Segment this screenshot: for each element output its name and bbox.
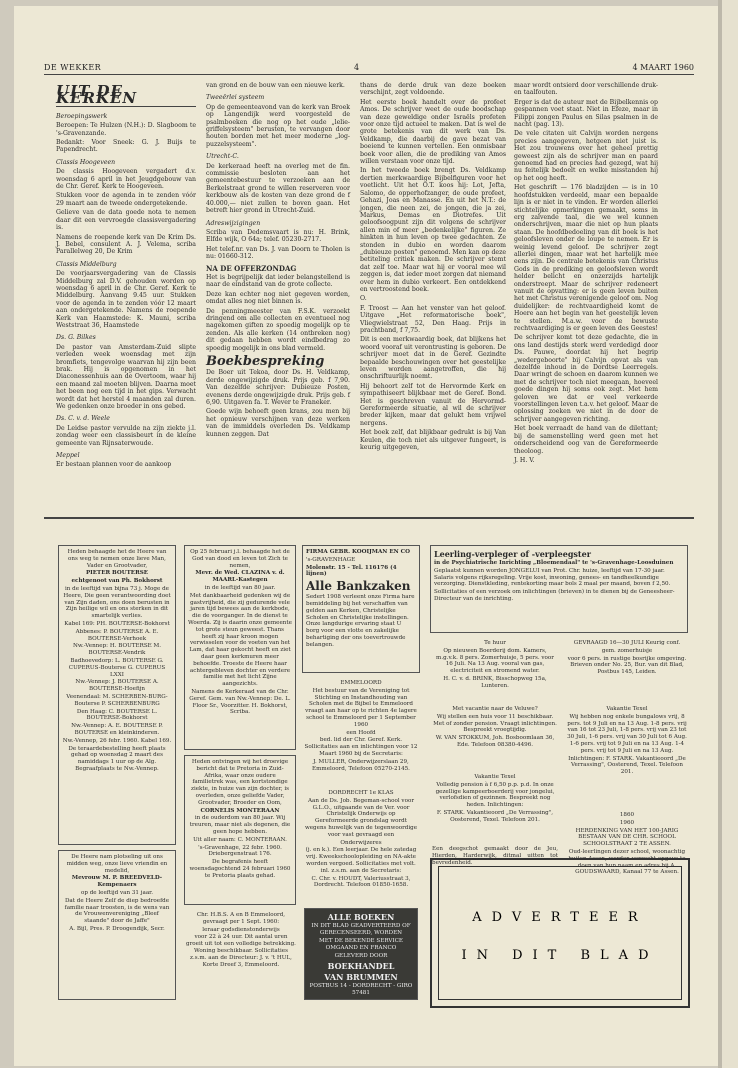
paper-name: DE WEKKER (44, 63, 102, 72)
ad-line: F. STARK. Vakantieoord „De Verrassing", Oosterend, Texel. Telefoon 201. (436, 809, 554, 823)
paragraph: maar wordt ontsierd door verschillende druk- en taalfouten. (514, 82, 658, 97)
paragraph: van grond en de bouw van een nieuwe kerk. (206, 82, 345, 89)
obituary-cornelis-monteraan (184, 755, 296, 905)
ad-line: Met vacantie naar de Veluwe? (452, 706, 538, 712)
advert-inner-frame (438, 866, 682, 1000)
paragraph: J. H. V. (514, 456, 535, 464)
ad-line: gem. zomerhuisje (601, 647, 653, 654)
ad-line: VAN BRUMMEN (324, 971, 398, 982)
ad-leerling-verpleger (430, 545, 688, 633)
column-1-body (56, 113, 196, 469)
paragraph: Het geschrift — 176 bladzijden — is in 10 hoofdstukken verdeeld, maar een bepaalde lijn is er niet in te vinden. Er worden allerlei stichtelijke opmerkingen gemaakt, soms in erg zalvende taal, die we wel kunnen onderschrijven, maar die niet op hun plaats staan. De hoofdbedoeling van dit boek is het geloofsleven onder de loupe te nemen. Er is weinig levend geloof. De schrijver zegt allerlei dingen, maar wat het hartelijk mee eens zijn. De centrale betekenis van Christus Gods in de prediking en geloofsleven wordt helder belicht en onzerzijds hartelijk onderstreept. Maar de schrijver redeneert vanuit de opvatting: er is geen leven buiten het met Christus verenigende geloof om. Nog duidelijker: de rechtvaardigheid komt de Hoere aan het begin van het geestelijk leven te stellen. M.a.w. voor de bewuste rechtvaardiging is er geen leven des Geestes! (514, 184, 658, 332)
paragraph: Er bestaan plannen voor de aankoop (56, 461, 172, 469)
kerken-column-4 (514, 82, 658, 512)
ad-line: Oud-leerlingen dezer school, woonachtig buiten Assen, worden verzocht opgave te doen van hun naam en adres bij A. GOUDSWAARD, Kanaal 77 te Assen. (568, 848, 686, 876)
ad-line: Badhoevedorp: L. BOUTERSE G. CUPERUS-Bouterse G. CUPERUS LXXI (68, 657, 166, 678)
ad-hoofd-emmeloord (304, 680, 418, 785)
ad-line: Sedert 1908 verleent onze Firma hare bemiddeling bij het verschaffen van gelden aan Kerken, Christelijke Scholen en Christelijke instellingen. Onze langdurige ervaring staat U borg voor een vlotte en zakelijke behartiging der ons toevertrouwde belangen. (306, 594, 415, 648)
section-divider (44, 517, 694, 519)
paragraph: De pastor van Amsterdam-Zuid slipte verleden week woensdag met zijn bromfiets, tengevolge waarvan hij zijn been brak. Hij is opgenomen in het Diaconessenhuis aan de Overtoom, waar hij een maand zal moeten blijven. Daarna moet het been nog een tijd in het gips. Verwacht wordt dat het herstel 4 maanden zal duren. We gedenken onze broeder in ons gebed. (56, 343, 196, 411)
ad-line: Het bestuur van de Vereniging tot Stichting en Instandhouding van Scholen met de Bijbel te Emmeloord vraagt aan haar op te richten 4e lagere school te Emmeloord per 1 September 1960 (305, 687, 417, 728)
ad-line: op de leeftijd van 31 jaar. (80, 889, 154, 896)
ad-line: CORNELIS MONTERAAN (200, 807, 280, 814)
paragraph: De vele citaten uit Calvijn worden nergens precies aangegeven, hetgeen niet juist is. Het zou trouwens over het geheel prettig geweest zijn als de schrijver man en paard genoemd had en precies had gezegd, wat hij nu feitelijk bedoelt en welke misstanden hij op het oog heeft. (514, 130, 658, 182)
paragraph: De voorjaarsvergadering van de Classis Middelburg zal D.V. gehouden worden op woensdag 6 april in de Chr. Geref. Kerk te Middelburg. Aanvang 9.45 uur. Stukken voor de agenda in te zenden vóór 12 maart aan ondergetekende. Namens de roepende Kerk van Haamstede: K. Mauni, scriba Weststraat 36, Haamstede (56, 270, 196, 329)
ad-line: Chr. H.B.S. A en B Emmeloord, gevraagt per 1 Sept. 1960: (196, 912, 286, 925)
paragraph: De Boer uit Tekoa, door Ds. H. Veldkamp, derde ongewijzigde druk. Prijs geb. f 7,90. Van dezelfde schrijver: Dubieuze Posten, evenens derde ongewijzigde druk. Prijs geb. f 6,90. Uitgaven fa. T. Wever te Franeker. (206, 369, 350, 407)
ad-line: Volledig pension à f 6,50 p.p. p.d. In onze gezellige kampeerboerderij voor jongelui, verlofsdien of gezinnen. Bespreekt nog heden. Inlichtingen: (435, 781, 555, 809)
ad-line: Op 25 februari j.l. behaagde het de God van dood en leven tot Zich te nemen, (190, 549, 290, 569)
ad-boekhandel-van-brummen (304, 908, 418, 1000)
column-2-body (206, 82, 350, 352)
paragraph: De penningmeester van F.S.K. verzoekt dringend om alle collecten en eventueel nog nagekomen giften zo spoedig mogelijk op te zenden. Als alle kerken (14 ontbreken nog) dit gedaan hebben wordt eindbedrag zo spoedig mogelijk in ons blad vermeld. (206, 307, 350, 352)
ad-line: PIETER BOUTERSE (85, 570, 149, 577)
ad-line: in de Psychiatrische Inrichting „Bloemendaal" te 's-Gravenhage-Loosduinen (434, 560, 674, 566)
kerken-column-3 (360, 82, 506, 512)
ad-te-huur (432, 640, 558, 700)
paragraph: De schrijver komt tot deze gedachte, die in ons land destijds sterk werd verdedigd door Ds. Pauwe, doordat hij het begrip „wedergeboorte" bij Calvijn opvat als van dezelfde inhoud in de Dordtse Leerregels. Daar wringt de schoen en daarom kunnen we met de schrijver toch niet meegaan, hoeveel goede dingen hij soms ook zegt. Met hem geloven we dat er veel verkeerde voorstellingen leven t.a.v. het geloof. Maar de oplossing zoeken we niet in de door de schrijver aangegeven richting. (514, 334, 658, 423)
ad-line: in de ouderdom van 80 jaar. Wij treuren, maar niet als degenen, die geen hope hebben. (189, 815, 291, 835)
ad-line: Een deegschot gemaakt door de Jeu, Hierden, Harderwijk, ditmal uitten tot bevredenheid. (432, 846, 558, 866)
paragraph: Erger is dat de auteur met de Bijbelkennis op gespannen voet staat. Niet in Efeze, maar in Filippi zongen Paulus en Silas psalmen in de nacht (pag. 13). (514, 98, 658, 129)
advert-banner (430, 858, 690, 1008)
subheading: Ds. C. v. d. Weele (56, 415, 110, 423)
ad-line: DORDRECHT 1e KLAS (328, 790, 394, 796)
ad-line: 's-GRAVENHAGE (306, 556, 356, 563)
subheading: Adreswijzigingen (206, 219, 261, 227)
ad-line: Nw.-Vennep: A. E. BOUTERSE P. BOUTERSE en kleinkinderen. (71, 723, 163, 736)
subheading: Tweeërlei systeem (206, 94, 265, 102)
ad-line: 1860 (619, 812, 635, 818)
subheading: Beroepingswerk (56, 112, 108, 120)
ad-line: Aan de Ds. Job. Begeman-school voor G.L.O., uitgaande van de Ver. voor Christelijk Onderwijs op Gereformeerde grondslag wordt wegens huwelijk van de tegenwoordige voor vast gevraagd een (304, 797, 418, 838)
ad-vakantie-texel-bungalows (566, 706, 688, 806)
ad-line: Uit aller naam: C. MONTERAAN. (193, 836, 287, 843)
ad-line: De Heere nam plotseling uit ons midden weg, onze lieve vriendin en medelid, (66, 854, 168, 874)
paragraph: De classis Hoogeveen vergadert d.v. woensdag 6 april in het Jeugdgebouw van de Chr. Geref. Kerk te Hoogeveen. (56, 168, 196, 191)
ad-line: Met dankbaarheid gedenken wij de gastvrijheid, die zij gedurende vele jaren tijd bewees aan de kerkbode, die de voorganger. In de dienst te Woerda. Zij is daarin onze gemeente tot grote steun geweest. Thans heeft zij haar kroon mogen verwisselen voor de voeten van het Lam, dat haar gekocht heeft en ziet daar geen kerkmuren meer behoefde. Troeste de Heere haar achtergebleven dochter en verdere familie met het licht Zijne aangezichts. (188, 592, 292, 688)
subheading: Meppel (56, 452, 80, 460)
obituary-clazina (184, 545, 296, 750)
ad-line: Wij hebben nog enkele bungalows vrij, 8 pers. tot 9 Juli en na 13 Aug. 1-8 pers. vrij van 16 tot 23 Juli, 1-8 pers. vrij van 23 tot 30 Juli, 1-6 pers. vrij van 30 Juli tot 6 Aug. 1-6 pers. vrij tot 9 Juli en na 13 Aug. 1-4 pers. vrij tot 9 Juli en na 13 Aug. (567, 713, 687, 754)
paragraph: Bedankt: Voor Sneek: G. J. Buijs te Papendrecht. (56, 139, 196, 154)
paragraph: Scriba van Dedemsvaart is nu: H. Brink, Elfde wijk, O 64a; telef. 05230-2717. (206, 228, 350, 244)
ad-line: Nw.-Vennep, 26 febr. 1960. Kabel 169. (62, 737, 172, 744)
section-title: UIT DE KERKEN (56, 88, 196, 107)
ad-line: BOEKHANDEL (327, 960, 395, 971)
ad-line: Sollicitaties of een verzoek om inlichtingen (brieven) in te dienen bij de Geneesheer-Directeur van de inrichting. (434, 589, 675, 602)
paragraph: Beroepen: Te Hulzen (N.H.): D. Slagboom te 's-Gravenzande. (56, 122, 196, 137)
ad-line: Inlichtingen: F. STARK. Vakantieoord „De Verrassing", Oosterend, Texel. Telefoon 201. (568, 755, 686, 776)
paragraph: Gelieve van de data goede nota te nemen daar dit een vervroegde classisvergadering is. (56, 209, 196, 232)
ad-line: POSTBUS 14 - DORDRECHT - GIRO 57481 (309, 982, 413, 996)
paragraph: Hij behoort zelf tot de Hervormde Kerk en sympathiseert blijkbaar met de Geref. Bond. Het is geschreven vanuit de Hervormd-Gereformeerde situatie, al wil de schrijver breder kijken, maar dat gelukt hem vrijwel nergens. (360, 382, 506, 427)
ad-line: Heden ontvingen wij het droevige bericht dat te Pretoria in Zuid-Afrika, waar onze oudere familietrek was, een kortstondige ziekte, in huize van zijn dochter, is overleden, onze geliefde Vader, Grootvader, Broeder en Oom, (191, 759, 289, 806)
ad-line: Namens de Kerkeraad van de Chr. Geref. Gem. van Nw.-Vennep: De. L. Floor Sr., Voorzitter. H. Bokhorst, Scriba. (189, 688, 291, 716)
subheading: Classis Hoogeveen (56, 158, 116, 166)
subheading: Ds. G. Bilkes (56, 334, 96, 342)
paragraph: Het telef.nr. van Ds. J. van Doorn te Tholen is nu: 01660-312. (206, 245, 350, 261)
ad-gevraagd-zomerhuisje (566, 640, 688, 700)
ad-line: Alle Bankzaken (306, 579, 411, 594)
paragraph: Op de gemeenteavond van de kerk van Broek op Langendijk werd voorgesteld de psalmboeken die nog op het oude „lelie-griffelsysteem" berusten, te vervangen door houten borden met het meer moderne „log-puzzelsysteem". (206, 103, 350, 148)
ad-line: in de leeftijd van 80 jaar. (204, 584, 276, 591)
ad-kooijman-bankzaken (302, 545, 420, 673)
ad-line: Leerling-verpleger of -verpleegster (434, 549, 591, 559)
ad-line: Den Haag: C. BOUTERSE L. BOUTERSE-Bokhorst (76, 708, 158, 722)
paragraph: Deze kan echter nog niet gegeven worden, omdat alles nog niet binnen is. (206, 290, 350, 306)
ad-line: voor 6 pers. in rustige bosrijke omgeving. Brieven onder No. 25, Bur. van dit Blad, Postbus 145, Leiden. (567, 655, 687, 676)
ad-line: in de leeftijd van bijna 73 j. Moge de Heere, Die geen verantwoording doet van Zijn daden, ons doen berusten in Zijn heilige wil en ons sterken in dit smartelijk verlies. (63, 585, 171, 620)
paragraph: Het eerste boek handelt over de profeet Amos. De schrijver weet de oude boodschap van deze geweldige onder Israëls profeten voor onze tijd actueel te maken. Dat is wel de grote betekenis van dit werk van Ds. Veldkamp, die daarbij de gave bezat van boeiend te kunnen vertellen. Een onmisbaar boek voor allen, die de prediking van Amos willen verstaan voor onze tijd. (360, 98, 506, 166)
ad-line: Veenendaal: M. SCHERBEN-BURG-Bouterse P. SCHERBENBURG (66, 693, 168, 707)
ad-leraar-godsdienst (186, 912, 296, 1002)
ad-line: MET DE BEKENDE SERVICE (319, 937, 403, 944)
masthead (44, 62, 694, 75)
paragraph: O. (360, 295, 367, 303)
ad-line: Wij stellen een huis voor 11 beschikbaar. Met of zonder pension. Vraagt inlichtingen. Bespreekt vroegtijdig. (433, 713, 557, 734)
ad-line: FIRMA GEBR. KOOIJMAN EN CO (306, 549, 410, 555)
ad-line: voor 22 à 24 uur. Dit aantal uren groeit uit tot een volledige betrekking. Woning beschikbaar. Sollicitaties z.s.m. aan de Directeur: J. v. 't HUL, Korte Dreef 3, Emmeloord. (186, 934, 296, 968)
ad-vakantie-texel-pension (432, 774, 558, 844)
ad-line: ALLE BOEKEN (327, 912, 395, 922)
ad-line: Abbenes: P. BOUTERSE A. E. BOUTERSE-Verhoek (75, 628, 159, 642)
ad-line: Geplaatst kunnen worden JONGELUI van Prot. Chr. huize, leeftijd van 17-30 jaar. Salaris volgens rijksregeling. Vrije kost, inwoning, genees- en tandheelkundige verzorging. Dienstkleding, rentekorting maar bols 2 maal per maand, boven f 2,50. (434, 567, 671, 588)
column-2-review-body (206, 369, 350, 438)
subheading: Utrecht-C. (206, 153, 239, 161)
ad-line: De begrafenis heeft woensdagochtend 24 februari 1960 te Pretoria plaats gehad. (189, 859, 291, 879)
advert-line-2: IN DIT BLAD (461, 948, 659, 963)
ad-line: Te huur (484, 640, 506, 646)
ad-line: W. VAN STOKKUM, Joh. Bosboomlaan 36, Ede. Telefoon 08380-4496. (435, 735, 555, 748)
paragraph: De kerkeraad heeft na overleg met de fin. commissie besloten aan het gemeentebestuur te verzoeken aan de Berkelstraat grond te willen reserveren voor kerkbouw als de kosten van deze grond de f 40.000,— niet zullen te boven gaan. Het betreft hier grond in Utrecht-Zuid. (206, 162, 350, 215)
paragraph: thans de derde druk van deze boeken verschijnt, zegt voldoende. (360, 82, 506, 97)
column-3-body (360, 82, 506, 452)
ad-line: Op nieuwen Boerderij dom. Kamers, m.g.v.k. 8 pers. Zomerhuisje, 5 pers. voor 16 Juli. Na 13 Aug. vooral van gas, electriciteit en stromend water. (436, 647, 554, 675)
kerken-column-2 (206, 82, 350, 512)
ad-line: 's-Gravenhage, 22 febr. 1960. Driebergenstraat 176. (198, 844, 282, 858)
ad-onderwijzeres-dordrecht (304, 790, 418, 900)
ad-line: (j. en k.). Een leerjaar. De hele zatedag vrij. Kweekschoolopleiding en NA-akte worden vergoed. Sollicitaties met volt. inl. z.s.m. aan de Secretaris: (305, 847, 417, 874)
paragraph: In het tweede boek brengt Ds. Veldkamp dertien merkwaardige Bijbelfiguren voor het voetlicht. Uit het O.T. koos hij: Lot, Jefta, Salomo, de opperhofzanger, de oude profeet, Gehazi, Joas en Manasse. En uit het N.T.: de jongen, die neen zei, de jongen, die ja zei, Markus, Demas en Diotrefes. Uit geloofsoogpunt zijn dit volgens de schrijver allen min of meer „bedenkelijke" figuren. Ze hinkten in hun leven op twee gedachten. Ze stonden in dubio en worden daarom „dubieuze posten" genoemd. Men kan op deze betiteling critiek maken. De schrijver stemt dat zelf toe. Maar wat hij er vooral mee wil zeggen is, dat ieder moet zorgen dat niemand over hem in dubio verkeert. Een ontdekkend en vertroostend boek. (360, 167, 506, 293)
ad-line: echtgenoot van Ph. Bokhorst (71, 578, 163, 585)
paragraph: Het boek verraadt de hand van de dilettant; bij de samenstelling werd geen met het onderscheidend oog van de Gereformeerde theoloog. (514, 425, 658, 455)
kerken-column-1 (56, 82, 196, 510)
obituary-pieter-bouterse (58, 545, 176, 845)
ad-line: A. Bijl, Pres. P. Droogendijk, Secr. (69, 925, 165, 932)
ad-line: De teraardebestelling heeft plaats gehad op woensdag 2 maart des namiddags 1 uur op de Alg. Begraafplaats te Nw.-Vennep. (68, 745, 166, 772)
paragraph: Het is begrijpelijk dat ieder belangstellend is naar de eindstand van de grote collecte. (206, 273, 350, 289)
ad-line: IN DIT BLAD GEADVERTEERD OF GERECENSEERD, WORDEN (311, 923, 411, 936)
column-4-body (514, 82, 658, 464)
subheading: Classis Middelburg (56, 260, 117, 268)
ad-line: Nw.-Vennep: J. BOUTERSE A. BOUTERSE-Hoefijn (75, 679, 159, 693)
ad-line: Mevr. de Wed. CLAZINA v. d. MAARL-Kastegen (195, 570, 285, 584)
ad-line: Onderwijzeres (340, 839, 382, 846)
page-number: 4 (354, 63, 360, 72)
ad-line: GEVRAAGD 16—30 JULI Keurig conf. (573, 640, 681, 646)
ad-line: Vakantie Texel (474, 774, 516, 780)
bold-heading: NA DE OFFERZONDAG (206, 263, 297, 273)
ad-line: OMGAAND EN FRANCO (325, 945, 397, 952)
ad-line: C. Chr. v. HOUDT, Valeriusstraat 3, Dordrecht. Telefoon 01850-1658. (311, 875, 411, 889)
ad-line: Nw.-Vennep: H. BOUTERSE M. BOUTERSE-Vendrik (72, 643, 162, 657)
ad-line: Molenstr. 15 - Tel. 116176 (4 lijnen) (306, 564, 397, 578)
ad-line: J. MULLER, Onderwijzerslaan 29, Emmeloord, Telefoon 05270-2145. (312, 758, 410, 772)
next-page-edge (722, 0, 738, 1068)
ad-line: leraar godsdienstonderwijs (202, 926, 280, 933)
paragraph: F. Troost — Aan het venster van het geloof. Uitgave „Het reformatorische boek", Vliegwielstraat 52, Den Haag. Prijs in prachtband, f 7,75. (360, 304, 506, 334)
ad-line: GELEVERD DOOR (334, 953, 388, 960)
ad-line: EMMELOORD (340, 680, 382, 686)
issue-date: 4 MAART 1960 (632, 63, 694, 72)
ad-line: H. C. v. d. BRINK, Bisschopweg 15a, Lunteren. (443, 675, 547, 689)
ad-line: bed. lid der Chr. Geref. Kerk. Sollicitaties aan en inlichtingen voor 12 Maart 1960 bij de Secretaris: (304, 737, 418, 757)
paragraph: De Leidse pastor vervulde na zijn ziekte j.l. zondag weer een classisbeurt in de kleine gemeente van Rijnsaterwoude. (56, 424, 196, 447)
paragraph: Het boek zelf, dat blijkbaar gedrukt is bij Van Keulen, die toch niet als uitgever fungeert, is keurig uitgegeven, (360, 429, 506, 452)
ad-line: Dat de Heere Zelf de diep bedroefde familie naar troosten, is de wens van de Vrouwenvereniging „Bleef staande" door de Jaffe" (64, 897, 170, 925)
ad-line: een Hoofd (346, 729, 376, 736)
ad-line: Mevrouw M. P. BREEDVELD-Kempenaers (71, 875, 163, 889)
advert-line-1: ADVERTEER (472, 910, 648, 925)
paragraph: Stukken voor de agenda in te zenden vóór 29 maart aan de tweede ondergetekende. (56, 192, 196, 207)
obituary-breedveld (58, 850, 176, 1000)
ad-line: 1960 (619, 819, 635, 826)
paragraph: Goede wijn behoeft geen krans, zou men bij het opnieuw verschijnen van deze werken van de immiddels overleden Ds. Veldkamp kunnen zeggen. Dat (206, 408, 350, 438)
ad-line: Heden behaagde het de Heere van ons weg te nemen onze lieve Man, Vader en Grootvader, (67, 549, 167, 569)
ad-line: Vakantie Texel (606, 706, 648, 712)
paragraph: Namens de roepende kerk van De Krim Ds. J. Bebel, consulent A. J. Velema, scriba Parallelweg 20, De Krim (56, 233, 196, 256)
ad-line: HERDENKING VAN HET 100-JARIG BESTAAN VAN DE CHR. SCHOOL SCHOOLSTRAAT 2 TE ASSEN. (575, 827, 679, 848)
ad-vacantie-veluwe (432, 706, 558, 768)
ad-line: Kabel 169: PH. BOUTERSE-Bokhorst (64, 620, 170, 627)
ad-school-herdenking (566, 812, 688, 876)
book-review-title: Boekbespreking (206, 354, 325, 369)
paragraph: Dit is een merkwaardig boek, dat blijkens het woord vooraf uit verontrusting is geboren. De schrijver moet dat in de Geref. Gezindte bepaalde beschouwingen over het geestelijke leven worden aangetroffen, die hij onschriftuurlijk noemt. (360, 336, 506, 381)
